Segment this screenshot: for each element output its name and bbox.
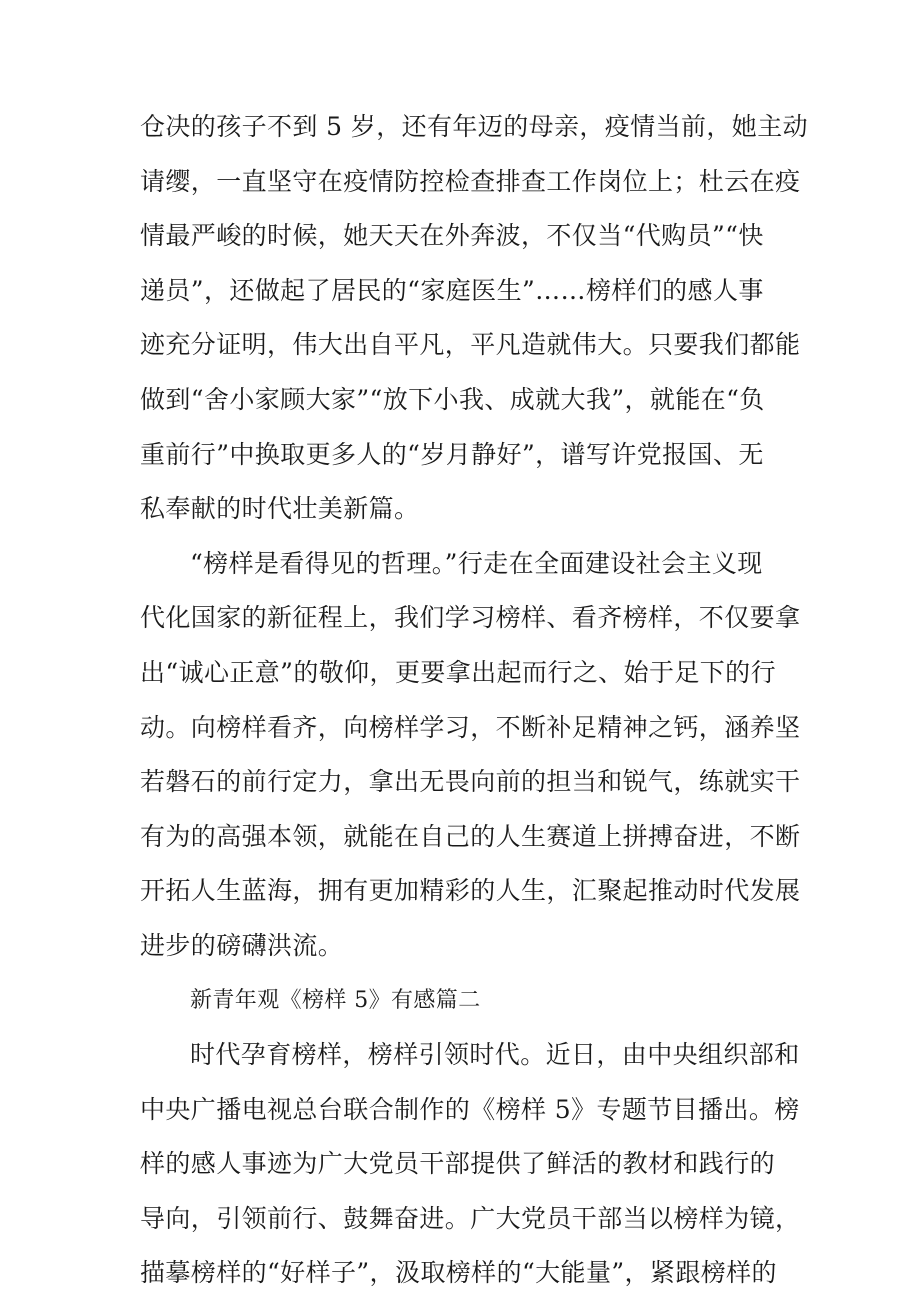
- text-line: 仓决的孩子不到 5 岁，还有年迈的母亲，疫情当前，她主动: [140, 112, 809, 141]
- text-line: 请缨，一直坚守在疫情防控检查排查工作岗位上；杜云在疫: [140, 166, 801, 196]
- text-line: “榜样是看得见的哲理。”行走在全面建设社会主义现: [190, 548, 763, 578]
- text-line: 描摹榜样的“好样子”，汲取榜样的“大能量”，紧跟榜样的: [140, 1258, 777, 1288]
- text-line: 进步的磅礴洪流。: [140, 930, 344, 960]
- text-line: 出“诚心正意”的敬仰，更要拿出起而行之、始于足下的行: [140, 657, 776, 687]
- paragraph: [140, 100, 809, 537]
- text-line: 时代孕育榜样，榜样引领时代。近日，由中央组织部和: [190, 1040, 800, 1070]
- text-line: 迹充分证明，伟大出自平凡，平凡造就伟大。只要我们都能: [140, 330, 801, 360]
- text-line: 中央广播电视总台联合制作的《榜样 5》专题节目播出。榜: [140, 1094, 800, 1124]
- text-line: 代化国家的新征程上，我们学习榜样、看齐榜样，不仅要拿: [140, 603, 801, 633]
- paragraph: [140, 1028, 801, 1301]
- text-line: 有为的高强本领，就能在自己的人生赛道上拼搏奋进，不断: [140, 821, 801, 851]
- section-heading: 新青年观《榜样 5》有感篇二: [190, 987, 481, 1013]
- text-line: 动。向榜样看齐，向榜样学习，不断补足精神之钙，涵养坚: [140, 712, 801, 742]
- text-line: 情最严峻的时候，她天天在外奔波，不仅当“代购员”“快: [140, 221, 764, 251]
- text-line: 样的感人事迹为广大党员干部提供了鲜活的教材和践行的: [140, 1149, 776, 1179]
- text-line: 递员”，还做起了居民的“家庭医生”……榜样们的感人事: [140, 275, 764, 305]
- document-body: [140, 100, 809, 1301]
- paragraph: [140, 537, 801, 974]
- text-line: 开拓人生蓝海，拥有更加精彩的人生，汇聚起推动时代发展: [140, 876, 801, 906]
- text-line: 做到“舍小家顾大家”“放下小我、成就大我”，就能在“负: [140, 384, 765, 414]
- text-line: 私奉献的时代壮美新篇。: [140, 494, 420, 524]
- text-line: 重前行”中换取更多人的“岁月静好”，谱写许党报国、无: [140, 439, 764, 469]
- text-line: 若磐石的前行定力，拿出无畏向前的担当和锐气，练就实干: [140, 767, 801, 797]
- text-line: 导向，引领前行、鼓舞奋进。广大党员干部当以榜样为镜，: [140, 1203, 801, 1233]
